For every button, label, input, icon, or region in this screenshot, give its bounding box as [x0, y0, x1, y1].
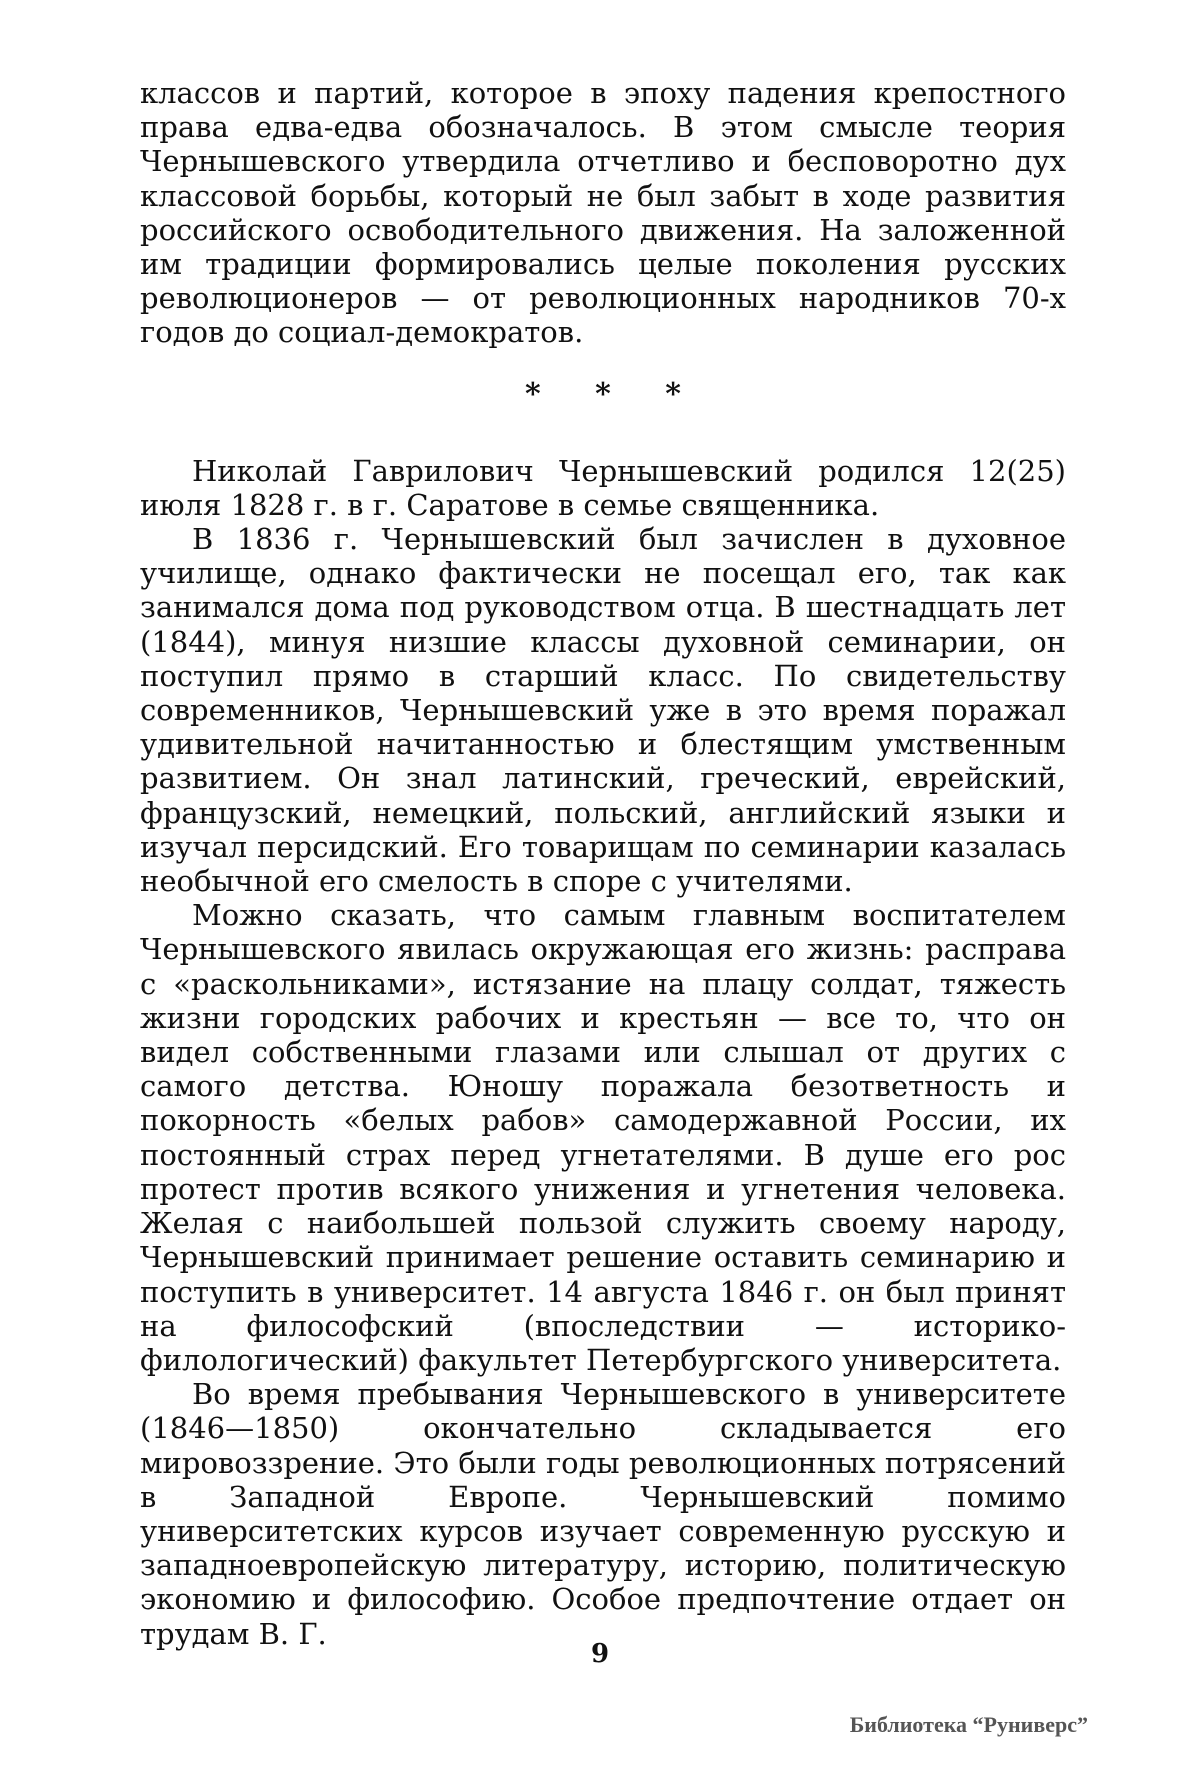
paragraph-university: Во время пребывания Чернышевского в университете (1846—1850) окончательно складывается его мировоззрение. Это были годы революционных потрясений в Западной Европе. Чернышевский помимо университетских курсов изучает современную русскую и западноевропейскую литературу, историю, политическую экономию и философию. Особое предпочтение отдает он трудам В. Г. [140, 1377, 1066, 1651]
page-number: 9 [590, 1639, 610, 1669]
intro-paragraph: классов и партий, которое в эпоху падения крепостного права едва-едва обозначалось. В этом смысле теория Чернышевского утвердила отчетливо и бесповоротно дух классовой борьбы, который не был забыт в ходе развития российского освободительного движения. На заложенной им традиции формировались целые поколения русских революционеров — от революционных народников 70-х годов до социал-демократов. [140, 76, 1066, 350]
library-watermark: Библиотека “Руниверс” [849, 1712, 1088, 1737]
page-body [140, 76, 1066, 1651]
paragraph-birth: Николай Гаврилович Чернышевский родился 12(25) июля 1828 г. в г. Саратове в семье священника. [140, 453, 1066, 522]
paragraph-education: В 1836 г. Чернышевский был зачислен в духовное училище, однако фактически не посещал его, так как занимался дома под руководством отца. В шестнадцать лет (1844), минуя низшие классы духовной семинарии, он поступил прямо в старший класс. По свидетельству современников, Чернышевский уже в это время поражал удивительной начитанностью и блестящим умственным развитием. Он знал латинский, греческий, еврейский, французский, немецкий, польский, английский языки и изучал персидский. Его товарищам по семинарии казалась необычной его смелость в споре с учителями. [140, 522, 1066, 899]
section-separator: * * * [525, 376, 703, 412]
paragraph-upbringing: Можно сказать, что самым главным воспитателем Чернышевского явилась окружающая его жизнь: расправа с «раскольниками», истязание на плацу солдат, тяжесть жизни городских рабочих и крестьян — все то, что он видел собственными глазами или слышал от других с самого детства. Юношу поражала безответность и покорность «белых рабов» самодержавной России, их постоянный страх перед угнетателями. В душе его рос протест против всякого унижения и угнетения человека. Желая с наибольшей пользой служить своему народу, Чернышевский принимает решение оставить семинарию и поступить в университет. 14 августа 1846 г. он был принят на философский (впоследствии — историко-филологический) факультет Петербургского университета. [140, 898, 1066, 1377]
